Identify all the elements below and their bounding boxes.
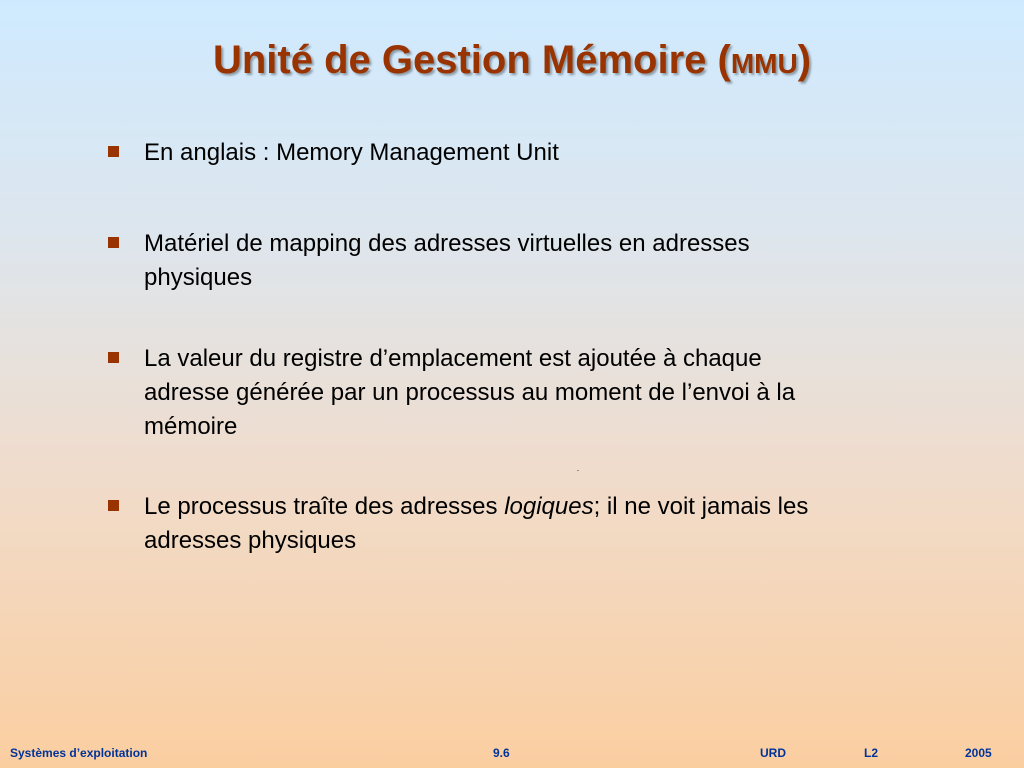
- bullet-line: mémoire: [144, 413, 238, 440]
- decorative-dot: [577, 470, 579, 471]
- bullet-line: [144, 490, 944, 524]
- footer-page-number: 9.6: [493, 746, 510, 760]
- bullet-line: La valeur du registre d’emplacement est ajoutée à chaque: [144, 345, 762, 372]
- bullet-italic-term: logiques: [504, 493, 594, 520]
- bullet-text-segment: Le processus traîte des adresses: [144, 493, 505, 520]
- bullet-line: adresse générée par un processus au moment de l’envoi à la: [144, 379, 796, 406]
- title-main: Unité de Gestion Mémoire (: [212, 38, 731, 82]
- square-bullet-icon: [108, 500, 119, 511]
- footer-organization: URD: [760, 746, 786, 760]
- bullet-line: adresses physiques: [144, 527, 357, 554]
- bullet-text: [144, 227, 944, 295]
- title-abbreviation: MMU: [730, 48, 798, 79]
- slide-title: [0, 38, 1024, 83]
- title-close: ): [797, 38, 812, 82]
- square-bullet-icon: [108, 146, 119, 157]
- footer-course: Systèmes d’exploitation: [10, 746, 148, 760]
- footer-level: L2: [864, 746, 879, 760]
- bullet-text: En anglais : Memory Management Unit: [144, 139, 559, 166]
- square-bullet-icon: [108, 237, 119, 248]
- bullet-line: Matériel de mapping des adresses virtuelles en adresses: [144, 230, 750, 257]
- bullet-text: [144, 342, 944, 444]
- square-bullet-icon: [108, 352, 119, 363]
- bullet-text-segment: ; il ne voit jamais les: [593, 493, 809, 520]
- bullet-line: physiques: [144, 264, 253, 291]
- footer-year: 2005: [965, 746, 992, 760]
- bullet-text: [144, 490, 944, 558]
